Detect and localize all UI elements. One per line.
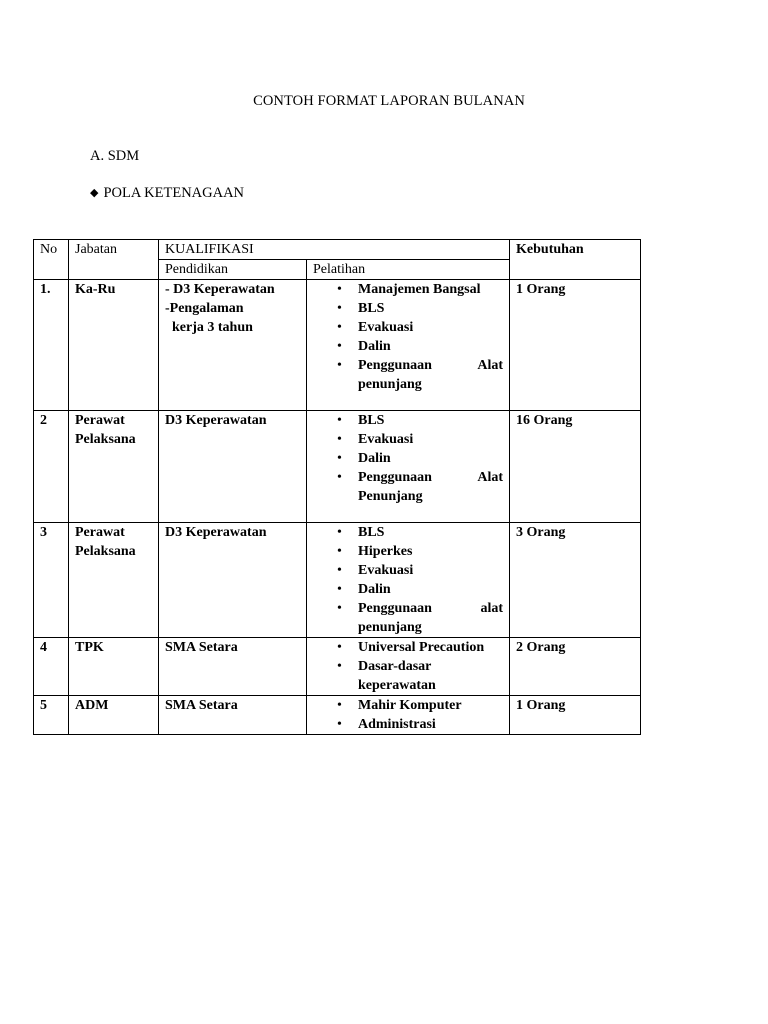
header-jabatan: Jabatan: [69, 240, 159, 280]
pelatihan-list: [313, 523, 503, 637]
pelatihan-item: • Administrasi: [313, 715, 503, 734]
pendidikan-line: SMA Setara: [165, 698, 238, 713]
header-no: No: [34, 240, 69, 280]
row-kebutuhan: 2 Orang: [510, 638, 641, 696]
pelatihan-item: • Dalin: [313, 580, 503, 599]
row-no: 4: [34, 638, 69, 696]
pelatihan-list: [313, 638, 503, 695]
row-pelatihan: [307, 638, 510, 696]
pelatihan-item: • Penggunaan Alat Penunjang: [313, 468, 503, 506]
pelatihan-item: • Manajemen Bangsal: [313, 280, 503, 299]
table-row: [34, 638, 641, 696]
diamond-bullet-icon: ◆: [90, 187, 99, 199]
header-kebutuhan: Kebutuhan: [510, 240, 641, 280]
pendidikan-line: -Pengalaman: [165, 301, 244, 316]
pelatihan-item: • Dasar-dasar keperawatan: [313, 657, 503, 695]
pelatihan-list: [313, 280, 503, 394]
pelatihan-item: • Universal Precaution: [313, 638, 503, 657]
pendidikan-line: SMA Setara: [165, 640, 238, 655]
pelatihan-item: • Penggunaan Alat penunjang: [313, 356, 503, 394]
pelatihan-item: • BLS: [313, 299, 503, 318]
row-pendidikan: [159, 523, 307, 638]
pelatihan-item: • Penggunaan alat penunjang: [313, 599, 503, 637]
pelatihan-item: • Evakuasi: [313, 318, 503, 337]
pendidikan-line: kerja 3 tahun: [165, 320, 253, 335]
row-pelatihan: [307, 280, 510, 411]
row-kebutuhan: 3 Orang: [510, 523, 641, 638]
table-row: [34, 523, 641, 638]
row-pelatihan: [307, 523, 510, 638]
row-kebutuhan: 1 Orang: [510, 280, 641, 411]
pelatihan-item: • BLS: [313, 411, 503, 430]
row-jabatan: Ka-Ru: [69, 280, 159, 411]
header-kualifikasi: KUALIFIKASI: [159, 240, 510, 260]
row-no: 1.: [34, 280, 69, 411]
subsection-label: POLA KETENAGAAN: [103, 185, 245, 201]
pelatihan-item: • Dalin: [313, 449, 503, 468]
pelatihan-item: • Hiperkes: [313, 542, 503, 561]
row-kebutuhan: 16 Orang: [510, 411, 641, 523]
header-pelatihan: Pelatihan: [307, 260, 510, 280]
pelatihan-list: [313, 411, 503, 506]
table-row: [34, 411, 641, 523]
row-pendidikan: [159, 638, 307, 696]
row-no: 5: [34, 696, 69, 735]
pelatihan-item: • Evakuasi: [313, 561, 503, 580]
page-title: CONTOH FORMAT LAPORAN BULANAN: [253, 93, 525, 109]
pelatihan-item: • Evakuasi: [313, 430, 503, 449]
pelatihan-item: • Mahir Komputer: [313, 696, 503, 715]
row-no: 2: [34, 411, 69, 523]
row-pelatihan: [307, 696, 510, 735]
row-jabatan: Perawat Pelaksana: [69, 523, 159, 638]
row-jabatan: Perawat Pelaksana: [69, 411, 159, 523]
pendidikan-line: D3 Keperawatan: [165, 525, 267, 540]
pelatihan-list: [313, 696, 503, 734]
table-row: [34, 696, 641, 735]
pendidikan-line: D3 Keperawatan: [165, 413, 267, 428]
pendidikan-line: - D3 Keperawatan: [165, 282, 275, 297]
section-heading: A. SDM: [90, 148, 140, 164]
pelatihan-item: • BLS: [313, 523, 503, 542]
row-jabatan: TPK: [69, 638, 159, 696]
row-pendidikan: [159, 411, 307, 523]
row-no: 3: [34, 523, 69, 638]
row-pendidikan: [159, 696, 307, 735]
row-pendidikan: [159, 280, 307, 411]
pelatihan-item: • Dalin: [313, 337, 503, 356]
table-header-row: [34, 240, 641, 260]
row-kebutuhan: 1 Orang: [510, 696, 641, 735]
row-jabatan: ADM: [69, 696, 159, 735]
row-pelatihan: [307, 411, 510, 523]
subsection-heading: [90, 185, 244, 202]
table-row: [34, 280, 641, 411]
staffing-table: [33, 239, 641, 735]
header-pendidikan: Pendidikan: [159, 260, 307, 280]
